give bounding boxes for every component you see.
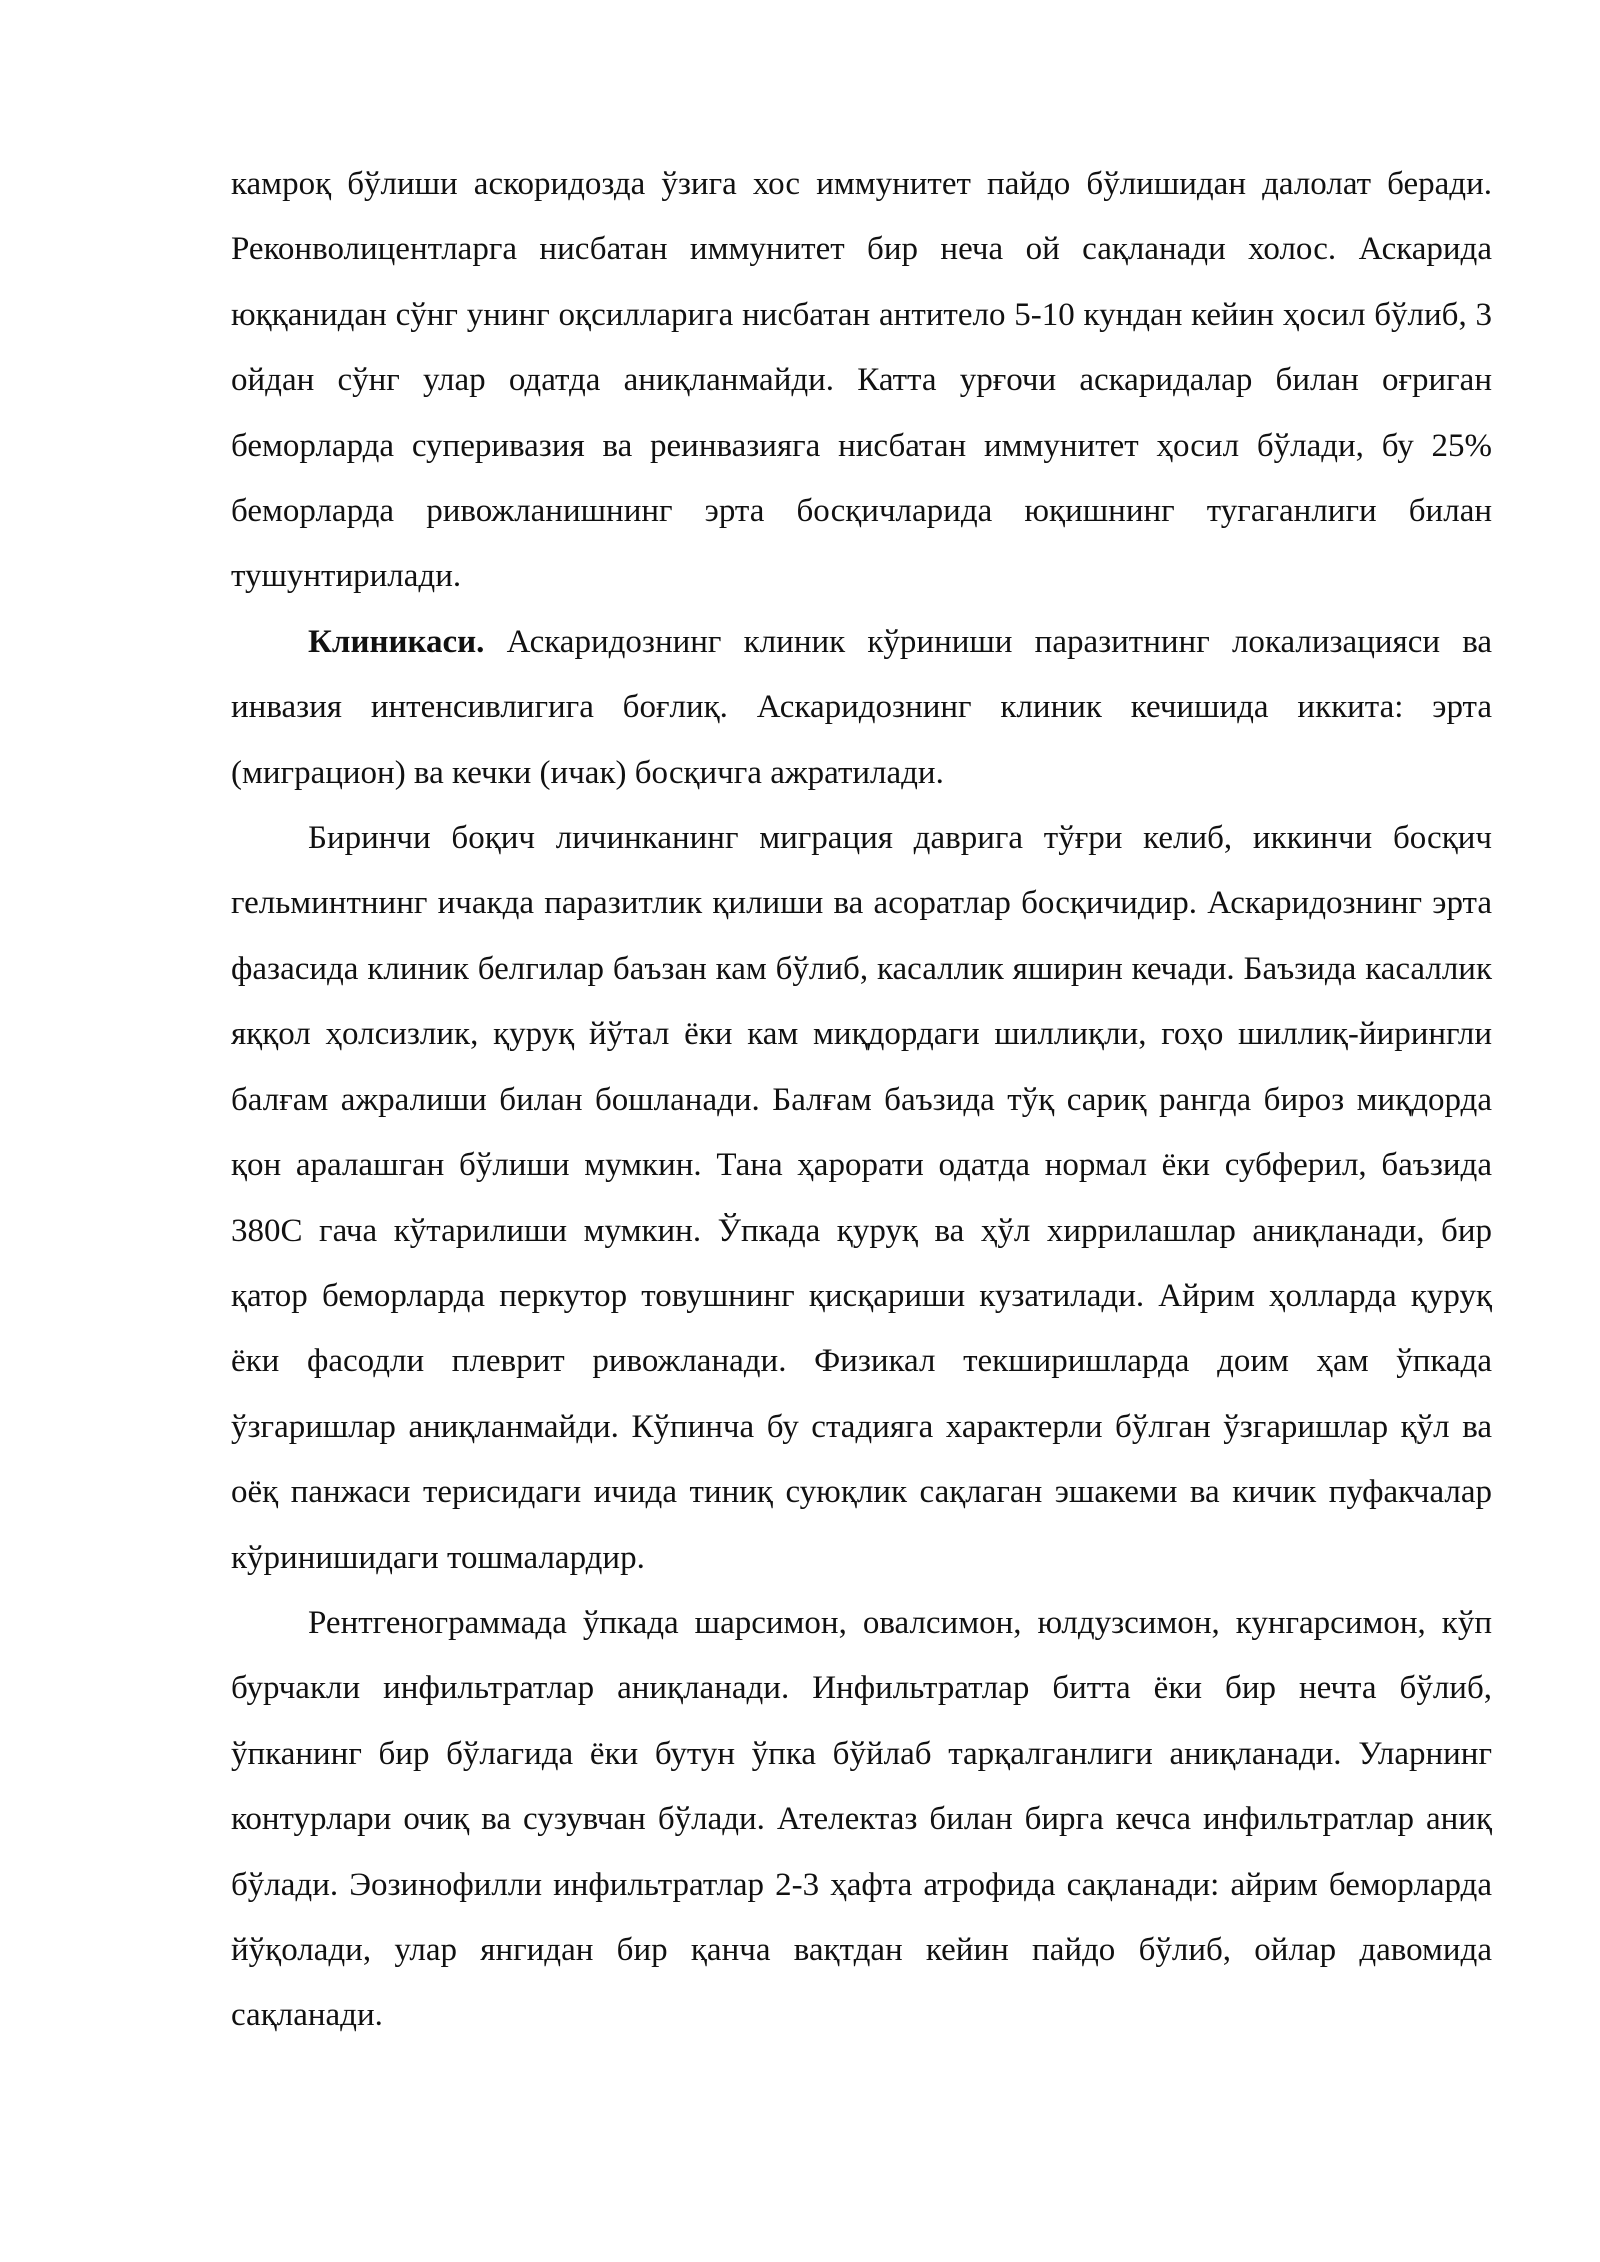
section-heading-clinic: Клиникаси. bbox=[308, 623, 485, 660]
paragraph-radiography-text: Рентгенограммада ўпкада шарсимон, овалсимон, юлдузсимон, кунгарсимон, кўп бурчакли инфильтратлар аниқланади. Инфильтратлар битта ёки бир нечта бўлиб, ўпканинг бир бўлагида ёки бутун ўпка бўйлаб тарқалганлиги аниқланади. Уларнинг контурлари очиқ ва сузувчан бўлади. Ателектаз билан бирга кечса инфильтратлар аниқ бўлади. Эозинофилли инфильтратлар 2-3 ҳафта атрофида сақланади: айрим беморларда йўқолади, улар янгидан бир қанча вақтдан кейин пайдо бўлиб, ойлар давомида сақланади. bbox=[231, 1604, 1492, 2034]
paragraph-first-stage bbox=[231, 806, 1492, 1591]
paragraph-immunity bbox=[231, 152, 1492, 610]
paragraph-clinic-text: Аскаридознинг клиник кўриниши паразитнинг локализацияси ва инвазия интенсивлигига боғлиқ. Аскаридознинг клиник кечишида иккита: эрта (миграцион) ва кечки (ичак) босқичга ажратилади. bbox=[231, 623, 1492, 791]
paragraph-first-stage-text: Биринчи боқич личинканинг миграция даврига тўғри келиб, иккинчи босқич гельминтнинг ичакда паразитлик қилиши ва асоратлар босқичидир. Аскаридознинг эрта фазасида клиник белгилар баъзан кам бўлиб, касаллик яширин кечади. Баъзида касаллик яққол ҳолсизлик, қуруқ йўтал ёки кам миқдордаги шиллиқли, гоҳо шиллиқ-йирингли балғам ажралиши билан бошланади. Балғам баъзида тўқ сариқ рангда бироз миқдорда қон аралашган бўлиши мумкин. Тана ҳарорати одатда нормал ёки субферил, баъзида 380С гача кўтарилиши мумкин. Ўпкада қуруқ ва ҳўл хиррилашлар аниқланади, бир қатор беморларда перкутор товушнинг қисқариши кузатилади. Айрим ҳолларда қуруқ ёки фасодли плеврит ривожланади. Физикал текширишларда доим ҳам ўпкада ўзгаришлар аниқланмайди. Кўпинча бу стадияга характерли бўлган ўзгаришлар қўл ва оёқ панжаси терисидаги ичида тиниқ суюқлик сақлаган эшакеми ва кичик пуфакчалар кўринишидаги тошмалардир. bbox=[231, 820, 1492, 1576]
paragraph-clinic bbox=[231, 610, 1492, 806]
paragraph-radiography bbox=[231, 1591, 1492, 2049]
paragraph-immunity-text: камроқ бўлиши аскоридозда ўзига хос иммунитет пайдо бўлишидан далолат беради. Реконволицентларга нисбатан иммунитет бир неча ой сақланади холос. Аскарида юққанидан сўнг унинг оқсилларига нисбатан антитело 5-10 кундан кейин ҳосил бўлиб, 3 ойдан сўнг улар одатда аниқланмайди. Катта урғочи аскаридалар билан оғриган беморларда суперивазия ва реинвазияга нисбатан иммунитет ҳосил бўлади, бу 25% беморларда ривожланишнинг эрта босқичларида юқишнинг тугаганлиги билан тушунтирилади. bbox=[231, 166, 1492, 595]
document-body bbox=[231, 152, 1492, 2049]
